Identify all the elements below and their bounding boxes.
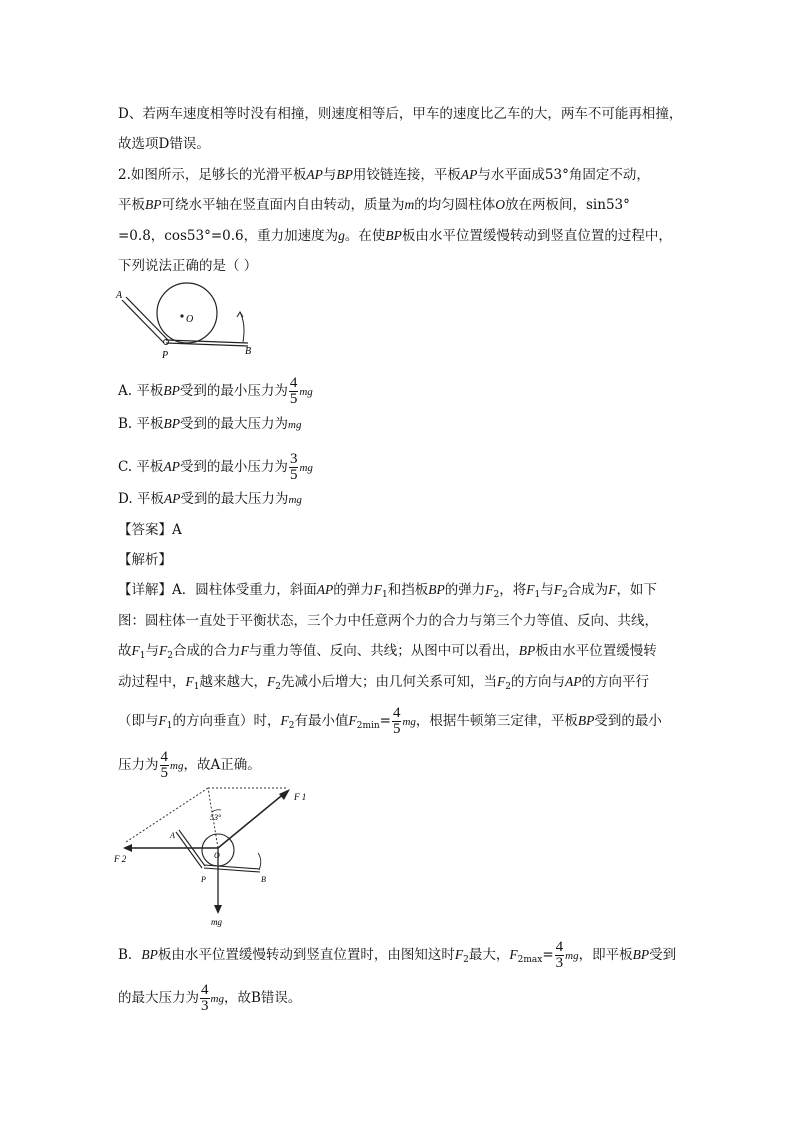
part-b-line2: 的最大压力为 $\frac{4}{3}$ mg，故B错误。	[118, 982, 302, 1014]
fig2-label-mg: mg	[211, 917, 222, 927]
fig2-label-angle: 53°	[210, 813, 222, 822]
detail-line1: 【详解】A．圆柱体受重力，斜面AP的弹力$F_1$和挡板BP的弹力$F_2$，将$F_1$与$F_2$合成为F，如下	[118, 582, 657, 600]
fig2-label-f2: F 2	[114, 854, 127, 864]
part-b-line1: B．BP板由水平位置缓慢转动到竖直位置时，由图知这时$F_2$最大，$F_{2max}=$ $\frac{4}{3}$ mg，即平板BP受到	[118, 939, 677, 971]
question-line2: 平板BP可绕水平轴在竖直面内自由转动，质量为m的均匀圆柱体O放在两板间，sin53°	[118, 197, 630, 213]
fig1-label-a: A	[116, 290, 123, 301]
fraction: $\frac{4}{3}$	[555, 939, 564, 971]
option-a: A. 平板BP受到的最小压力为 $\frac{4}{5}$ mg	[118, 375, 313, 407]
figure-force-diagram	[110, 780, 330, 930]
detail-line4: 动过程中，$F_1$越来越大，$F_2$先减小后增大；由几何关系可知，当$F_2$的方向与AP的方向平行	[118, 674, 649, 692]
fraction: $\frac{3}{5}$	[289, 451, 298, 483]
fig1-label-o: O	[186, 314, 194, 325]
fraction: $\frac{4}{3}$	[201, 982, 209, 1014]
detail-line5: （即与$F_1$的方向垂直）时，$F_2$有最小值$F_{2min}=$ $\frac{4}{5}$ mg，根据牛顿第三定律，平板BP受到的最小	[118, 705, 662, 737]
fraction: $\frac{4}{5}$	[392, 705, 401, 737]
analysis-heading: 【解析】	[118, 552, 172, 568]
detail-line6: 压力为 $\frac{4}{5}$ mg，故A正确。	[118, 749, 261, 781]
detail-line2: 图：圆柱体一直处于平衡状态，三个力中任意两个力的合力与第三个力等值、反向、共线，	[118, 613, 658, 629]
option-d-explanation-line2: 故选项D错误。	[118, 136, 210, 152]
fraction: $\frac{4}{5}$	[289, 375, 298, 407]
option-b: B. 平板BP受到的最大压力为mg	[118, 416, 302, 432]
option-d-explanation-line1: D、若两车速度相等时没有相撞，则速度相等后，甲车的速度比乙车的大，两车不可能再相撞，	[118, 106, 683, 122]
detail-line3: 故$F_1$与$F_2$合成的合力F与重力等值、反向、共线；从图中可以看出，BP板由水平位置缓慢转	[118, 643, 657, 661]
figure-incline-cylinder	[112, 280, 272, 360]
question-line1: 2.如图所示，足够长的光滑平板AP与BP用铰链连接，平板AP与水平面成53°角固定不动，	[118, 167, 650, 183]
option-d: D. 平板AP受到的最大压力为mg	[118, 491, 302, 507]
fraction: $\frac{4}{5}$	[160, 749, 168, 781]
fig2-label-f1: F 1	[294, 792, 307, 802]
option-c: C. 平板AP受到的最小压力为 $\frac{3}{5}$ mg	[118, 451, 313, 483]
question-line3: =0.8，cos53°=0.6，重力加速度为g。在使BP板由水平位置缓慢转动到竖直位置的过程中，	[118, 228, 672, 244]
fig1-label-p: P	[162, 350, 169, 360]
question-line4: 下列说法正确的是（ ）	[118, 258, 258, 274]
answer: 【答案】A	[118, 522, 182, 538]
fig1-label-b: B	[245, 346, 252, 357]
fig2-label-o: O	[214, 851, 220, 860]
fig2-label-p: P	[201, 875, 206, 884]
fig2-label-a: A	[170, 831, 175, 840]
fig2-label-b: B	[261, 875, 266, 884]
